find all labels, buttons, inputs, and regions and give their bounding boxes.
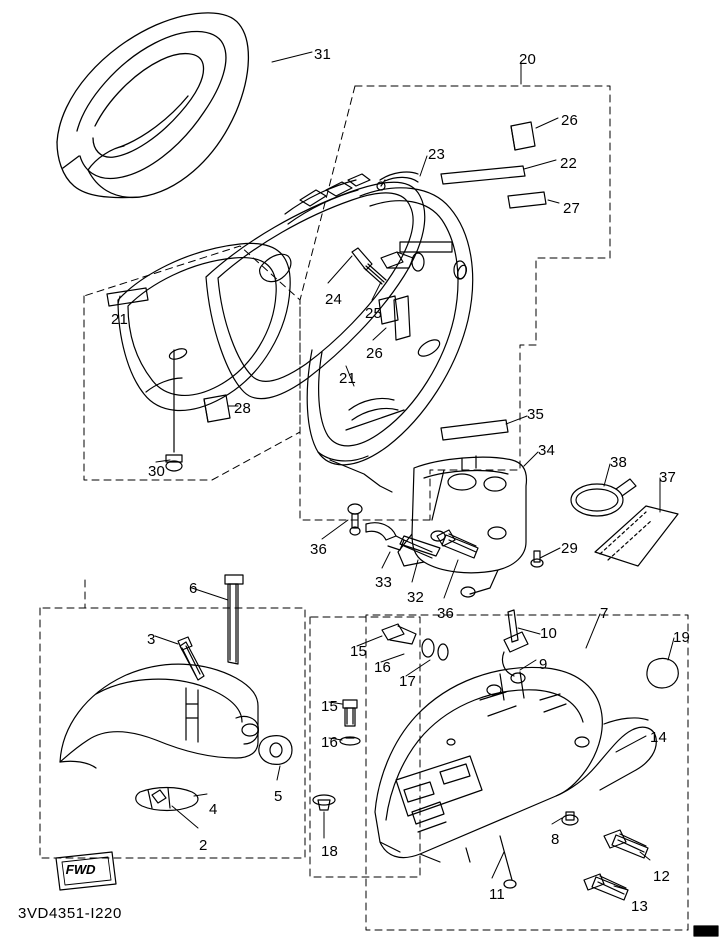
leader-11 — [492, 852, 504, 878]
part-3-screw — [178, 637, 204, 680]
leader-26-upper — [536, 118, 558, 128]
leader-10 — [518, 628, 540, 634]
rear-bracket-34 — [398, 456, 526, 597]
callout-number: 24 — [325, 291, 343, 308]
callout-number: 22 — [560, 155, 578, 172]
part-26-upper — [511, 122, 535, 150]
callout-number: 10 — [540, 625, 558, 642]
callout-number: 8 — [551, 831, 560, 848]
callout-number: 5 — [274, 788, 283, 805]
leader-22 — [524, 160, 556, 169]
leader-12 — [640, 852, 650, 860]
part-9-10 — [502, 610, 528, 683]
callout-number: 6 — [189, 580, 198, 597]
callout-number: 26 — [366, 345, 384, 362]
callout-number: 16 — [374, 659, 392, 676]
callout-number: 37 — [659, 469, 677, 486]
leader-26-lower — [373, 328, 386, 340]
part-4-bracket — [136, 788, 198, 811]
callout-number: 21 — [339, 370, 357, 387]
fasteners-32-33-36 — [348, 504, 543, 567]
part-38-ring — [571, 479, 636, 516]
leader-2 — [172, 806, 198, 828]
part-2-clip — [152, 790, 166, 803]
callout-number: 25 — [365, 305, 383, 322]
callout-number: 13 — [631, 898, 649, 915]
callout-number: 36 — [437, 605, 455, 622]
callout-number: 38 — [610, 454, 628, 471]
callout-number: 15 — [321, 698, 339, 715]
callout-number: 15 — [350, 643, 368, 660]
callout-number: 33 — [375, 574, 393, 591]
callout-number: 17 — [399, 673, 417, 690]
leader-7 — [586, 614, 600, 648]
callout-number: 34 — [538, 442, 556, 459]
diagram-part-number: 3VD4351-I220 — [18, 905, 122, 922]
leader-36-right — [444, 560, 458, 598]
emblem-21-left — [107, 288, 148, 306]
leader-27 — [548, 200, 559, 203]
rear-fender-7 — [375, 667, 656, 888]
callout-number: 16 — [321, 734, 339, 751]
callout-number: 3 — [147, 631, 156, 648]
part-27 — [508, 192, 546, 208]
callout-number: 12 — [653, 868, 671, 885]
callout-number: 7 — [600, 605, 609, 622]
side-cover-21-left — [107, 243, 290, 410]
leader-23 — [420, 156, 427, 176]
callout-number: 14 — [650, 729, 668, 746]
callout-number: 36 — [310, 541, 328, 558]
callout-number: 4 — [209, 801, 218, 818]
group-7-outline — [366, 615, 691, 930]
callout-number: 28 — [234, 400, 252, 417]
callout-number: 19 — [673, 629, 691, 646]
part-6-bolt — [225, 575, 243, 664]
fastener-row-25 — [381, 252, 466, 279]
callout-number: 32 — [407, 589, 425, 606]
leader-33 — [382, 552, 390, 568]
part-12-13 — [584, 830, 648, 900]
callout-number: 30 — [148, 463, 166, 480]
leader-24 — [328, 256, 352, 283]
part-19-cap — [647, 658, 678, 688]
callout-number: 11 — [489, 886, 505, 903]
callout-number: 2 — [199, 837, 208, 854]
leader-34 — [524, 452, 538, 466]
callout-number: 27 — [563, 200, 581, 217]
part-22 — [441, 166, 525, 184]
part-24-screw — [352, 248, 386, 284]
part-25-26 — [379, 296, 410, 340]
group-20-outline — [355, 86, 610, 520]
callout-number: 29 — [561, 540, 579, 557]
callout-number: 26 — [561, 112, 579, 129]
leader-9 — [520, 660, 536, 670]
leader-8 — [552, 818, 562, 824]
fwd-label: FWD — [64, 862, 98, 877]
callout-number: 35 — [527, 406, 545, 423]
front-fender — [60, 664, 258, 768]
callout-number: 9 — [539, 656, 548, 673]
leader-29 — [540, 548, 560, 558]
corner-mark — [694, 926, 718, 936]
callout-number: 21 — [111, 311, 129, 328]
part-5-grommet — [259, 736, 292, 765]
leader-3 — [155, 636, 178, 644]
leader-5 — [277, 766, 280, 780]
tail-cowl-20 — [206, 174, 473, 492]
part-35 — [441, 420, 508, 440]
callout-number: 31 — [314, 46, 332, 63]
callout-number: 20 — [519, 51, 537, 68]
leader-31 — [272, 52, 312, 62]
leader-35 — [506, 416, 527, 424]
part-28 — [204, 395, 230, 422]
callout-number: 23 — [428, 146, 446, 163]
leader-36-left — [322, 520, 348, 539]
seat-31 — [57, 13, 248, 198]
callout-number: 18 — [321, 843, 339, 860]
group-front-fender-outline — [40, 608, 305, 858]
